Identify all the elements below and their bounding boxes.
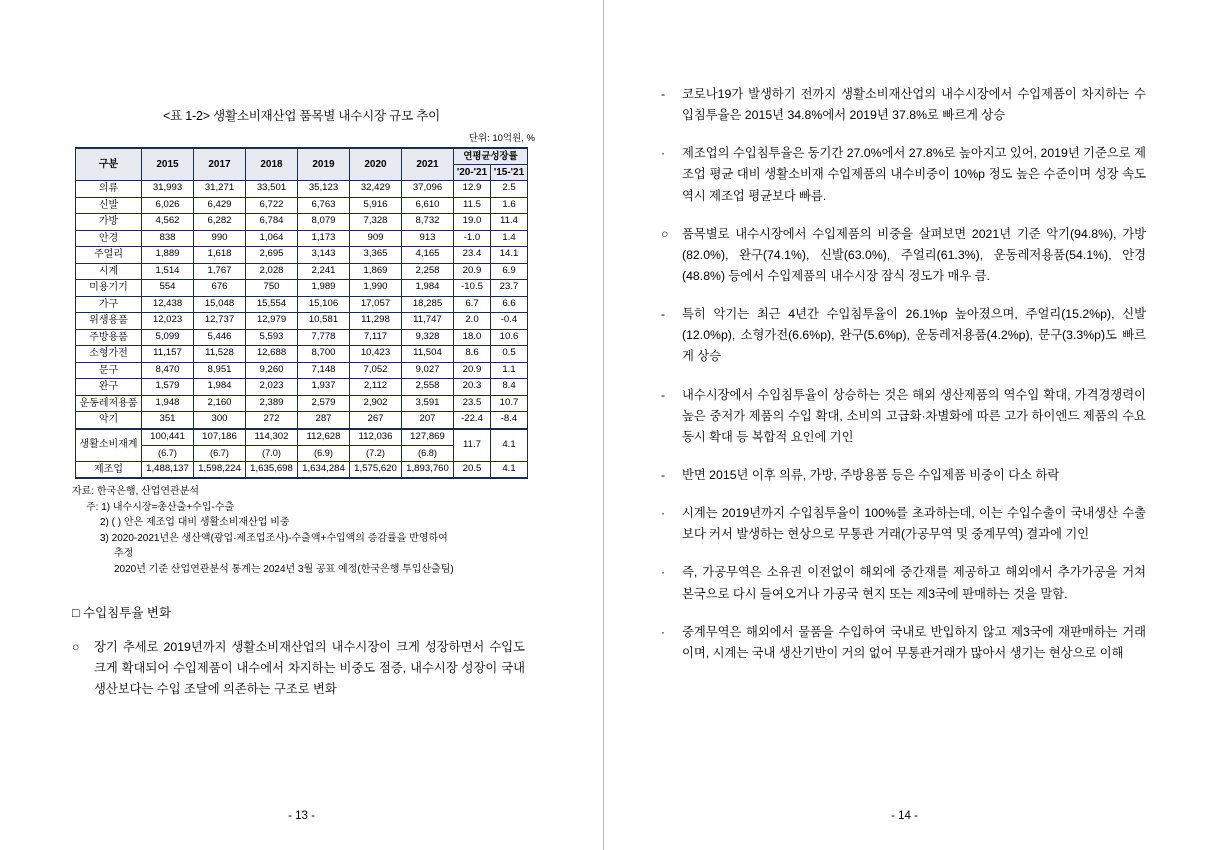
cell-cagr: 20.9 xyxy=(454,362,491,379)
table-row xyxy=(76,197,528,214)
cell: 8,470 xyxy=(142,362,194,379)
cell-cagr: 6.6 xyxy=(491,296,528,313)
bullet-text: 코로나19가 발생하기 전까지 생활소비재산업의 내수시장에서 수입제품이 차지하는 수입침투율은 2015년 34.8%에서 2019년 37.8%로 빠르게 상승 xyxy=(682,87,1146,123)
row-label: 주얼리 xyxy=(76,247,142,264)
cell: 10,581 xyxy=(298,313,350,330)
header-year-2020: 2020 xyxy=(350,148,402,181)
cell-cagr: 14.1 xyxy=(491,247,528,264)
bullet-item xyxy=(659,84,1146,126)
table-body xyxy=(76,181,528,478)
bullet-marker: - xyxy=(661,87,666,101)
cell: 7,778 xyxy=(298,329,350,346)
cell-cagr: 8.4 xyxy=(491,379,528,396)
cell: 12,979 xyxy=(246,313,298,330)
cell-cagr: 4.1 xyxy=(491,461,528,478)
cell-cagr: 2.0 xyxy=(454,313,491,330)
table-row xyxy=(76,379,528,396)
cell: 1,635,698 xyxy=(246,461,298,478)
table-row xyxy=(76,263,528,280)
cell: 1,984 xyxy=(402,280,454,297)
cell-cagr: 10.7 xyxy=(491,395,528,412)
cell: 15,554 xyxy=(246,296,298,313)
cell: 2,112 xyxy=(350,379,402,396)
cell: 3,365 xyxy=(350,247,402,264)
row-label: 의류 xyxy=(76,181,142,198)
cell: 1,618 xyxy=(194,247,246,264)
cell-cagr: 19.0 xyxy=(454,214,491,231)
cell-cagr: -10.5 xyxy=(454,280,491,297)
table-row xyxy=(76,247,528,264)
source-note-3: 3) 2020-2021년은 생산액(광업·제조업조사)-수출액+수입액의 증감률을 반영하여 xyxy=(100,532,448,544)
cell: 8,732 xyxy=(402,214,454,231)
bullet-text: 내수시장에서 수입침투율이 상승하는 것은 해외 생산제품의 역수입 확대, 가격경쟁력이 높은 중저가 제품의 수입 확대, 소비의 고급화·차별화에 따른 고가 하이엔드 제품의 수요 동시 확대 등 복합적 요인에 기인 xyxy=(682,387,1146,444)
cell-cagr: 4.1 xyxy=(491,429,528,461)
cell: 1,984 xyxy=(194,379,246,396)
cell-cagr: 1.1 xyxy=(491,362,528,379)
cell: 990 xyxy=(194,230,246,247)
row-label: 소형가전 xyxy=(76,346,142,363)
cell: 6,026 xyxy=(142,197,194,214)
cell: 1,948 xyxy=(142,395,194,412)
cell-cagr: 23.5 xyxy=(454,395,491,412)
bullet-marker: · xyxy=(661,146,666,161)
cell: 1,514 xyxy=(142,263,194,280)
table-row xyxy=(76,181,528,198)
cell-cagr: -8.4 xyxy=(491,412,528,429)
cell: 35,123 xyxy=(298,181,350,198)
cell: 909 xyxy=(350,230,402,247)
table-row xyxy=(76,412,528,429)
bullet-marker: · xyxy=(661,565,666,580)
cell-cagr: 18.0 xyxy=(454,329,491,346)
cell-share: (6.8) xyxy=(402,445,454,461)
cell: 107,186 xyxy=(194,429,246,445)
cell: 1,869 xyxy=(350,263,402,280)
cell: 1,767 xyxy=(194,263,246,280)
cell: 1,634,284 xyxy=(298,461,350,478)
cell: 1,990 xyxy=(350,280,402,297)
cell: 272 xyxy=(246,412,298,429)
cell-share: (6.7) xyxy=(194,445,246,461)
cell: 2,258 xyxy=(402,263,454,280)
cell: 2,902 xyxy=(350,395,402,412)
source-note-3b: 추정 xyxy=(114,548,134,560)
cell-cagr: 23.7 xyxy=(491,280,528,297)
cell-cagr: 1.6 xyxy=(491,197,528,214)
cell-cagr: 6.7 xyxy=(454,296,491,313)
bullet-marker: · xyxy=(661,506,666,521)
table-row xyxy=(76,362,528,379)
row-label-manufacturing: 제조업 xyxy=(76,461,142,478)
cell: 9,328 xyxy=(402,329,454,346)
bullet-item xyxy=(659,224,1146,287)
cell-share: (6.9) xyxy=(298,445,350,461)
cell-cagr: 8.6 xyxy=(454,346,491,363)
header-cagr-group: 연평균성장률 xyxy=(454,148,528,164)
cell: 1,064 xyxy=(246,230,298,247)
cell-cagr: 20.9 xyxy=(454,263,491,280)
table-title: <표 1-2> 생활소비재산업 품목별 내수시장 규모 추이 xyxy=(163,109,440,123)
bullet-text: 중계무역은 해외에서 물품을 수입하여 국내로 반입하지 않고 제3국에 재판매하는 거래이며, 시계는 국내 생산기반이 거의 없어 무통관거래가 많아서 생기는 현상으로 이해 xyxy=(682,624,1146,660)
row-label: 문구 xyxy=(76,362,142,379)
cell-cagr: 6.9 xyxy=(491,263,528,280)
cell: 1,889 xyxy=(142,247,194,264)
cell: 3,591 xyxy=(402,395,454,412)
right-page xyxy=(603,0,1206,850)
cell-cagr: 2.5 xyxy=(491,181,528,198)
right-page-content xyxy=(603,0,1206,664)
cell: 12,023 xyxy=(142,313,194,330)
bullet-marker: - xyxy=(661,387,666,402)
table-row xyxy=(76,329,528,346)
cell: 676 xyxy=(194,280,246,297)
consumer-goods-market-table xyxy=(75,147,528,479)
cell: 1,598,224 xyxy=(194,461,246,478)
table-row-manufacturing xyxy=(76,461,528,478)
bullet-item xyxy=(659,385,1146,448)
table-row xyxy=(76,230,528,247)
row-label: 악기 xyxy=(76,412,142,429)
cell: 10,423 xyxy=(350,346,402,363)
cell: 18,285 xyxy=(402,296,454,313)
bullet-marker: - xyxy=(661,467,666,482)
cell: 351 xyxy=(142,412,194,429)
paragraph-text: 장기 추세로 2019년까지 생활소비재산업의 내수시장이 크게 성장하면서 수입도 크게 확대되어 수입제품이 내수에서 차지하는 비중도 점증, 내수시장 성장이 국내 생산보다는 수입 조달에 의존하는 구조로 변화 xyxy=(94,640,525,697)
bullet-item xyxy=(659,465,1146,486)
cell: 12,438 xyxy=(142,296,194,313)
cell: 11,747 xyxy=(402,313,454,330)
cell-share: (7.0) xyxy=(246,445,298,461)
cell: 8,951 xyxy=(194,362,246,379)
cell: 2,023 xyxy=(246,379,298,396)
cell: 8,700 xyxy=(298,346,350,363)
bullet-text: 품목별로 내수시장에서 수입제품의 비중을 살펴보면 2021년 기준 악기(94.8%), 가방(82.0%), 완구(74.1%), 신발(63.0%), 주얼리(61.3%), 운동레저용품(54.1%), 안경(48.8%) 등에서 수입제품의 내수시장 잠식 정도가 매우 큼. xyxy=(682,226,1146,283)
cell: 12,688 xyxy=(246,346,298,363)
bullet-marker: · xyxy=(661,624,666,639)
table-row xyxy=(76,395,528,412)
cell: 11,298 xyxy=(350,313,402,330)
section-heading-import-penetration: □ 수입침투율 변화 xyxy=(72,606,172,621)
cell: 4,165 xyxy=(402,247,454,264)
cell: 7,052 xyxy=(350,362,402,379)
cell-cagr: -22.4 xyxy=(454,412,491,429)
cell: 37,096 xyxy=(402,181,454,198)
cell: 100,441 xyxy=(142,429,194,445)
cell: 11,504 xyxy=(402,346,454,363)
cell: 7,148 xyxy=(298,362,350,379)
cell: 6,722 xyxy=(246,197,298,214)
cell: 750 xyxy=(246,280,298,297)
cell: 6,429 xyxy=(194,197,246,214)
bullet-text: 시계는 2019년까지 수입침투율이 100%를 초과하는데, 이는 수입수출이 국내생산 수출보다 커서 발생하는 현상으로 무통관 거래(가공무역 및 중계무역) 결과에 기인 xyxy=(682,506,1146,542)
cell: 1,488,137 xyxy=(142,461,194,478)
cell: 2,579 xyxy=(298,395,350,412)
cell: 1,937 xyxy=(298,379,350,396)
cell: 6,282 xyxy=(194,214,246,231)
table-header-row-1 xyxy=(76,148,528,164)
table-source-notes xyxy=(72,484,603,577)
cell: 2,389 xyxy=(246,395,298,412)
row-label: 주방용품 xyxy=(76,329,142,346)
cell-cagr: -1.0 xyxy=(454,230,491,247)
cell: 1,989 xyxy=(298,280,350,297)
cell: 838 xyxy=(142,230,194,247)
cell: 5,916 xyxy=(350,197,402,214)
cell: 32,429 xyxy=(350,181,402,198)
cell: 9,027 xyxy=(402,362,454,379)
cell-share: (6.7) xyxy=(142,445,194,461)
table-row xyxy=(76,296,528,313)
cell: 1,893,760 xyxy=(402,461,454,478)
cell: 31,271 xyxy=(194,181,246,198)
cell: 554 xyxy=(142,280,194,297)
page-number-right: - 14 - xyxy=(891,810,918,822)
row-label: 가구 xyxy=(76,296,142,313)
cell: 4,562 xyxy=(142,214,194,231)
cell: 6,763 xyxy=(298,197,350,214)
cell: 6,610 xyxy=(402,197,454,214)
cell: 9,260 xyxy=(246,362,298,379)
source-note-1: 주: 1) 내수시장=총산출+수입-수출 xyxy=(86,501,235,513)
cell-cagr: 20.3 xyxy=(454,379,491,396)
bullet-text: 특히 악기는 최근 4년간 수입침투율이 26.1%p 높아졌으며, 주얼리(15.2%p), 신발(12.0%p), 소형가전(6.6%p), 완구(5.6%p), 운동레저용품(4.2%p), 문구(3.3%p)도 빠르게 상승 xyxy=(682,307,1146,364)
bullet-item xyxy=(659,304,1146,367)
cell: 5,099 xyxy=(142,329,194,346)
cell: 913 xyxy=(402,230,454,247)
cell-cagr: 1.4 xyxy=(491,230,528,247)
table-row-total xyxy=(76,429,528,445)
cell-cagr: 10.6 xyxy=(491,329,528,346)
cell-share: (7.2) xyxy=(350,445,402,461)
cell: 112,628 xyxy=(298,429,350,445)
bullet-text: 제조업의 수입침투율은 동기간 27.0%에서 27.8%로 높아지고 있어, 2019년 기준으로 제조업 평균 대비 생활소비재 수입제품의 내수비중이 10%p 정도 높은 수준이며 성장 속도 역시 제조업 평균보다 빠름. xyxy=(682,146,1146,203)
header-cagr-15-21: '15-'21 xyxy=(491,164,528,181)
cell: 11,157 xyxy=(142,346,194,363)
bullet-item xyxy=(659,622,1146,664)
cell: 8,079 xyxy=(298,214,350,231)
table-row xyxy=(76,214,528,231)
bullet-marker: - xyxy=(661,307,666,322)
cell: 33,501 xyxy=(246,181,298,198)
cell-cagr: 11.7 xyxy=(454,429,491,461)
cell: 11,528 xyxy=(194,346,246,363)
cell-cagr: 11.5 xyxy=(454,197,491,214)
cell: 7,328 xyxy=(350,214,402,231)
cell: 2,160 xyxy=(194,395,246,412)
cell: 267 xyxy=(350,412,402,429)
cell: 1,173 xyxy=(298,230,350,247)
row-label: 미용기기 xyxy=(76,280,142,297)
cell: 114,302 xyxy=(246,429,298,445)
cell: 1,575,620 xyxy=(350,461,402,478)
cell: 2,695 xyxy=(246,247,298,264)
header-year-2021: 2021 xyxy=(402,148,454,181)
cell-cagr: 0.5 xyxy=(491,346,528,363)
table-row xyxy=(76,280,528,297)
header-label: 구분 xyxy=(76,148,142,181)
row-label: 시계 xyxy=(76,263,142,280)
cell: 2,028 xyxy=(246,263,298,280)
cell: 15,106 xyxy=(298,296,350,313)
row-label-total: 생활소비재계 xyxy=(76,429,142,461)
cell: 300 xyxy=(194,412,246,429)
cell: 5,593 xyxy=(246,329,298,346)
page-number-left: - 13 - xyxy=(288,810,315,822)
cell-cagr: 11.4 xyxy=(491,214,528,231)
header-cagr-20-21: '20-'21 xyxy=(454,164,491,181)
row-label: 안경 xyxy=(76,230,142,247)
cell-cagr: 12.9 xyxy=(454,181,491,198)
cell: 3,143 xyxy=(298,247,350,264)
source-note-4: 2020년 기준 산업연관분석 통계는 2024년 3월 공표 예정(한국은행 투입산출팀) xyxy=(114,563,454,575)
bullet-item xyxy=(659,503,1146,545)
paragraph-marker: ○ xyxy=(72,640,80,655)
cell: 287 xyxy=(298,412,350,429)
cell-cagr: 20.5 xyxy=(454,461,491,478)
cell-cagr: 23.4 xyxy=(454,247,491,264)
table-unit-note: 단위: 10억원, % xyxy=(468,133,535,144)
bullet-item xyxy=(659,562,1146,604)
cell: 2,558 xyxy=(402,379,454,396)
table-row xyxy=(76,346,528,363)
header-year-2015: 2015 xyxy=(142,148,194,181)
cell: 31,993 xyxy=(142,181,194,198)
source-line: 자료: 한국은행, 산업연관분석 xyxy=(72,486,200,498)
row-label: 위생용품 xyxy=(76,313,142,330)
row-label: 완구 xyxy=(76,379,142,396)
cell-cagr: -0.4 xyxy=(491,313,528,330)
bullet-item xyxy=(659,143,1146,206)
cell: 15,048 xyxy=(194,296,246,313)
cell: 112,036 xyxy=(350,429,402,445)
cell: 1,579 xyxy=(142,379,194,396)
row-label: 신발 xyxy=(76,197,142,214)
cell: 2,241 xyxy=(298,263,350,280)
cell: 7,117 xyxy=(350,329,402,346)
row-label: 운동레저용품 xyxy=(76,395,142,412)
cell: 6,784 xyxy=(246,214,298,231)
cell: 17,057 xyxy=(350,296,402,313)
cell: 207 xyxy=(402,412,454,429)
table-row xyxy=(76,313,528,330)
cell: 127,869 xyxy=(402,429,454,445)
source-note-2: 2) ( ) 안은 제조업 대비 생활소비재산업 비중 xyxy=(100,517,290,529)
header-year-2017: 2017 xyxy=(194,148,246,181)
header-year-2018: 2018 xyxy=(246,148,298,181)
paragraph-long-term-trend xyxy=(72,637,525,700)
bullet-marker: ○ xyxy=(661,226,669,241)
row-label: 가방 xyxy=(76,214,142,231)
bullet-text: 즉, 가공무역은 소유권 이전없이 해외에 중간재를 제공하고 해외에서 추가가공을 거쳐 본국으로 다시 들여오거나 가공국 현지 또는 제3국에 판매하는 것을 말함. xyxy=(682,565,1146,601)
header-year-2019: 2019 xyxy=(298,148,350,181)
cell: 12,737 xyxy=(194,313,246,330)
bullet-text: 반면 2015년 이후 의류, 가방, 주방용품 등은 수입제품 비중이 다소 하락 xyxy=(682,467,1060,482)
cell: 5,446 xyxy=(194,329,246,346)
